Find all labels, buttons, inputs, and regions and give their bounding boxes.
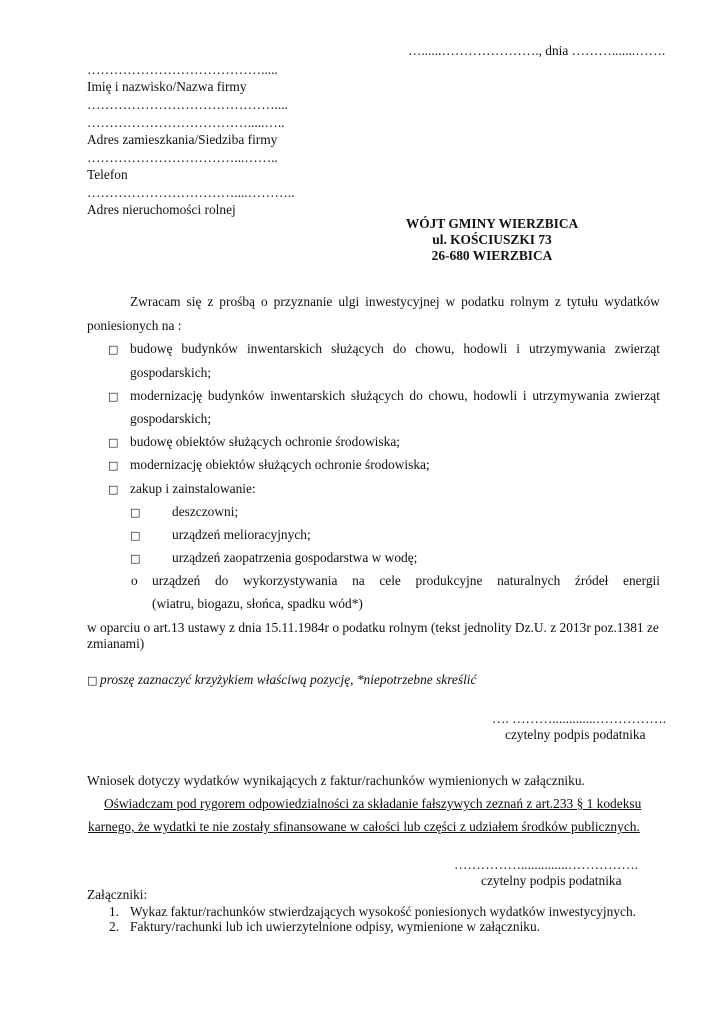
address-dots: ……………………………….....…..: [87, 115, 285, 130]
item-1-line-1: [130, 341, 660, 357]
addressee-line3: 26-680 WIERZBICA: [431, 248, 553, 263]
phone-label: Telefon: [87, 167, 128, 182]
word: prośbą: [219, 294, 255, 309]
word: budynków: [207, 388, 265, 403]
word: w: [445, 294, 456, 309]
property-label: Adres nieruchomości rolnej: [87, 202, 236, 217]
checkbox-item-1[interactable]: □: [108, 343, 119, 356]
word: i: [516, 341, 520, 356]
word: modernizację: [130, 388, 203, 403]
item-3-text: budowę obiektów służących ochronie środowiska;: [130, 434, 400, 449]
item-2-line-2: gospodarskich;: [130, 411, 212, 426]
item-1-line-2: gospodarskich;: [130, 365, 212, 380]
name-dots-2: ……………………………………....: [87, 97, 288, 112]
item-2-line-1: [130, 388, 660, 404]
date-line: …......…………………., dnia ……….......…….: [408, 43, 666, 58]
word: przyznanie: [273, 294, 333, 309]
word: chowu,: [428, 388, 468, 403]
energy-line-1: [152, 573, 660, 589]
word: rolnym: [510, 294, 549, 309]
word: naturalnych: [497, 573, 561, 588]
word: zwierząt: [614, 388, 660, 403]
word: budowę: [130, 341, 173, 356]
word: do: [392, 341, 407, 356]
word: źródeł: [574, 573, 609, 588]
word: chowu,: [415, 341, 455, 356]
word: budynków: [181, 341, 238, 356]
legal-line-1: w oparciu o art.13 ustawy z dnia 15.11.1984r o podatku rolnym (tekst jednolity Dz.U. z 2013r poz.1381 ze: [87, 620, 659, 635]
item-4-text: modernizację obiektów służących ochronie środowiska;: [130, 457, 430, 472]
attachment-1-text: Wykaz faktur/rachunków stwierdzających wysokość poniesionych wydatków inwestycyjnych.: [130, 904, 637, 919]
attachment-1-num: 1.: [109, 904, 120, 919]
legal-line-2: zmianami): [87, 636, 145, 651]
intro-line-1: [130, 294, 660, 310]
word: do: [214, 573, 229, 588]
declaration-line-2: karnego, że wydatki te nie zostały sfinansowane w całości lub części z udziałem środków publicznych.: [88, 819, 640, 834]
addressee-block: [392, 216, 592, 264]
word: tytułu: [566, 294, 599, 309]
declaration-info: Wniosek dotyczy wydatków wynikających z faktur/rachunków wymienionych w załączniku.: [87, 773, 585, 788]
word: służących: [331, 341, 384, 356]
attachment-2-text: Faktury/rachunki lub ich uwierzytelnione odpisy, wymienione w załączniku.: [130, 919, 541, 934]
phone-dots: ……………………………...……..: [87, 150, 278, 165]
word: inwestycyjnej: [365, 294, 440, 309]
name-dots: ………………………………….....: [87, 62, 278, 77]
checkbox-subitem-3[interactable]: □: [130, 552, 141, 565]
word: cele: [379, 573, 401, 588]
checkbox-item-4[interactable]: □: [108, 459, 119, 472]
word: produkcyjne: [415, 573, 483, 588]
word: Zwracam: [130, 294, 181, 309]
word: się: [186, 294, 202, 309]
address-label: Adres zamieszkania/Siedziba firmy: [87, 132, 278, 147]
property-dots: ……………………………....………..: [87, 185, 295, 200]
addressee-line2: ul. KOŚCIUSZKI 73: [432, 232, 552, 247]
word: do: [409, 388, 423, 403]
intro-line-2: poniesionych na :: [87, 318, 182, 333]
energy-line-2: (wiatru, biogazu, słońca, spadku wód*): [152, 596, 363, 611]
word: wydatków: [604, 294, 660, 309]
declaration-line-1: Oświadczam pod rygorem odpowiedzialności za składanie fałszywych zeznań z art.233 § 1 kodeksu: [104, 796, 642, 811]
word: urządzeń: [152, 573, 201, 588]
word: i: [522, 388, 527, 403]
checkbox-subitem-2[interactable]: □: [130, 529, 141, 542]
signature-2-dots: ……………..............…………….: [454, 857, 639, 872]
word: energii: [623, 573, 660, 588]
subitem-3-text: urządzeń zaopatrzenia gospodarstwa w wodę;: [172, 550, 418, 565]
word: utrzymywania: [532, 388, 609, 403]
attachments-title: Załączniki:: [87, 887, 148, 902]
subitem-1-text: deszczowni;: [172, 504, 239, 519]
word: inwentarskich: [246, 341, 323, 356]
word: inwentarskich: [270, 388, 346, 403]
addressee-line1: WÓJT GMINY WIERZBICA: [405, 216, 579, 231]
circle-bullet-energy[interactable]: o: [131, 573, 138, 588]
word: zwierząt: [614, 341, 660, 356]
note-text: proszę zaznaczyć krzyżykiem właściwą pozycję, *niepotrzebne skreślić: [100, 672, 477, 687]
word: podatku: [461, 294, 505, 309]
word: z: [554, 294, 561, 309]
word: służących: [350, 388, 404, 403]
word: o: [260, 294, 268, 309]
signature-2-label: czytelny podpis podatnika: [481, 873, 622, 888]
attachment-2-num: 2.: [109, 919, 120, 934]
signature-1-dots: …. ……….............…………….: [492, 711, 667, 726]
subitem-2-text: urządzeń melioracyjnych;: [172, 527, 311, 542]
word: na: [352, 573, 365, 588]
note-checkbox-icon: □: [87, 674, 98, 687]
checkbox-item-2[interactable]: □: [108, 390, 119, 403]
word: z: [207, 294, 214, 309]
signature-1-label: czytelny podpis podatnika: [505, 727, 646, 742]
checkbox-item-3[interactable]: □: [108, 436, 119, 449]
word: hodowli: [463, 341, 508, 356]
word: ulgi: [338, 294, 360, 309]
item-5-text: zakup i zainstalowanie:: [130, 481, 256, 496]
checkbox-subitem-1[interactable]: □: [130, 506, 141, 519]
word: utrzymywania: [528, 341, 606, 356]
word: wykorzystywania: [242, 573, 338, 588]
checkbox-item-5[interactable]: □: [108, 483, 119, 496]
name-label: Imię i nazwisko/Nazwa firmy: [87, 79, 247, 94]
word: hodowli: [473, 388, 518, 403]
